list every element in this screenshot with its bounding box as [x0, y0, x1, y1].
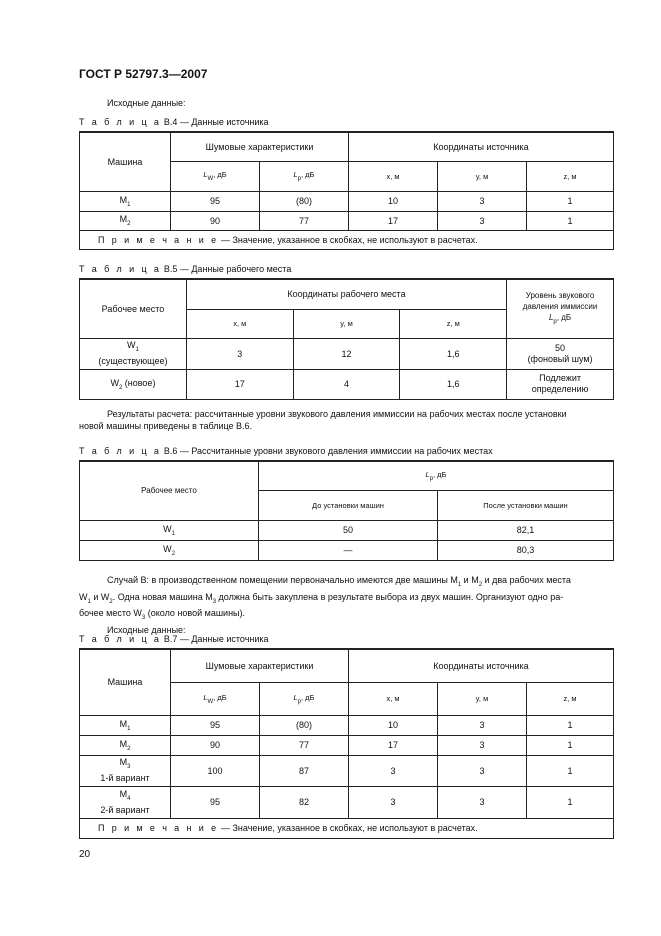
header-machine: Машина: [80, 649, 171, 715]
cell-lp: (80): [260, 191, 349, 211]
cell-after: 80,3: [438, 540, 614, 560]
cell-lw: 95: [171, 786, 260, 818]
cell-place: $W_2$ (новое): [80, 369, 187, 399]
header-lw: $L_W$, дБ: [171, 682, 260, 715]
header-coords: Координаты рабочего места: [186, 279, 506, 309]
case-b-paragraph: Случай В: в производственном помещении первоначально имеются две машины $M_1$ и $M_2$ и два рабочих места $W_1$ и $W_2$. Одна новая машина $M_3$ должна быть закуплена в результате выбора из двух машин. Организуют одно ра- бочее место $W_3$ (около новой машины). Исходные данные:: [79, 575, 571, 635]
cell-lw: 95: [171, 715, 260, 735]
table-note: П р и м е ч а н и е — Значение, указанное в скобках, не используют в расчетах.: [80, 818, 614, 838]
cell-machine: $M_2$: [80, 735, 171, 755]
cell-machine: $M_3$ 1-й вариант: [80, 755, 171, 786]
table-row: [80, 338, 614, 369]
caption-text: В.6 — Рассчитанные уровни звукового давления иммиссии на рабочих местах: [163, 446, 493, 456]
cell-machine: $M_1$: [80, 715, 171, 735]
table-row: [80, 211, 614, 230]
table-row: [80, 735, 614, 755]
intro-text: Исходные данные:: [107, 98, 186, 108]
header-machine: Машина: [80, 132, 171, 191]
header-x: x, м: [186, 309, 293, 338]
header-coords: Координаты источника: [349, 649, 614, 682]
document-header: ГОСТ Р 52797.3—2007: [79, 67, 208, 81]
caption-prefix: Т а б л и ц а: [79, 264, 162, 274]
cell-lp: 87: [260, 755, 349, 786]
cell-lp: (80): [260, 715, 349, 735]
header-y: y, м: [438, 161, 527, 191]
header-lp: $L_p$, дБ: [260, 682, 349, 715]
cell-lp: 82: [260, 786, 349, 818]
cell-y: 3: [438, 735, 527, 755]
cell-machine: $M_1$: [80, 191, 171, 211]
table-row: [80, 191, 614, 211]
table-b5: [79, 278, 614, 400]
cell-x: 17: [349, 211, 438, 230]
table-b5-caption: [79, 264, 291, 274]
cell-z: 1: [527, 735, 614, 755]
caption-text: В.4 — Данные источника: [163, 117, 269, 127]
cell-x: 17: [186, 369, 293, 399]
caption-prefix: Т а б л и ц а: [79, 117, 162, 127]
header-z: z, м: [400, 309, 507, 338]
cell-y: 3: [438, 755, 527, 786]
table-row: [80, 786, 614, 818]
cell-z: 1: [527, 191, 614, 211]
cell-y: 4: [293, 369, 400, 399]
cell-z: 1,6: [400, 369, 507, 399]
cell-z: 1,6: [400, 338, 507, 369]
cell-x: 17: [349, 735, 438, 755]
table-b6: [79, 460, 614, 561]
caption-prefix: Т а б л и ц а: [79, 634, 162, 644]
cell-y: 3: [438, 715, 527, 735]
cell-x: 10: [349, 191, 438, 211]
table-note: П р и м е ч а н и е — Значение, указанное в скобках, не используют в расчетах.: [80, 230, 614, 249]
cell-x: 3: [349, 755, 438, 786]
page-number: 20: [79, 849, 91, 860]
header-noise: Шумовые характеристики: [171, 649, 349, 682]
cell-y: 12: [293, 338, 400, 369]
header-lp: $L_p$, дБ: [259, 461, 614, 490]
table-b4-caption: [79, 117, 269, 127]
cell-level: 50 (фоновый шум): [507, 338, 614, 369]
table-row: [80, 369, 614, 399]
cell-z: 1: [527, 755, 614, 786]
caption-text: В.5 — Данные рабочего места: [163, 264, 292, 274]
table-row: [80, 755, 614, 786]
caption-prefix: Т а б л и ц а: [79, 446, 162, 456]
cell-place: $W_1$ (существующее): [80, 338, 187, 369]
header-z: z, м: [527, 161, 614, 191]
cell-y: 3: [438, 211, 527, 230]
cell-machine: $M_2$: [80, 211, 171, 230]
cell-z: 1: [527, 786, 614, 818]
table-row: [80, 715, 614, 735]
header-place: Рабочее место: [80, 461, 259, 520]
cell-x: 3: [186, 338, 293, 369]
table-row: [80, 540, 614, 560]
table-b6-caption: [79, 446, 493, 456]
cell-before: 50: [259, 520, 438, 540]
cell-after: 82,1: [438, 520, 614, 540]
header-after: После установки машин: [438, 490, 614, 520]
cell-level: Подлежит определению: [507, 369, 614, 399]
header-coords: Координаты источника: [349, 132, 614, 161]
header-lw: $L_W$, дБ: [171, 161, 260, 191]
header-y: y, м: [438, 682, 527, 715]
cell-place: $W_1$: [80, 520, 259, 540]
cell-x: 10: [349, 715, 438, 735]
cell-place: $W_2$: [80, 540, 259, 560]
caption-text: В.7 — Данные источника: [163, 634, 269, 644]
cell-lw: 90: [171, 211, 260, 230]
cell-z: 1: [527, 715, 614, 735]
header-x: x, м: [349, 161, 438, 191]
table-b4: [79, 131, 614, 250]
header-noise: Шумовые характеристики: [171, 132, 349, 161]
cell-lw: 95: [171, 191, 260, 211]
header-x: x, м: [349, 682, 438, 715]
cell-y: 3: [438, 191, 527, 211]
cell-machine: $M_4$ 2-й вариант: [80, 786, 171, 818]
table-b7: [79, 648, 614, 839]
cell-x: 3: [349, 786, 438, 818]
cell-z: 1: [527, 211, 614, 230]
header-before: До установки машин: [259, 490, 438, 520]
cell-lw: 100: [171, 755, 260, 786]
table-row: [80, 520, 614, 540]
cell-lw: 90: [171, 735, 260, 755]
cell-lp: 77: [260, 735, 349, 755]
cell-lp: 77: [260, 211, 349, 230]
header-y: y, м: [293, 309, 400, 338]
header-place: Рабочее место: [80, 279, 187, 338]
header-z: z, м: [527, 682, 614, 715]
table-b7-caption: [79, 634, 269, 644]
cell-before: —: [259, 540, 438, 560]
cell-y: 3: [438, 786, 527, 818]
header-lp: $L_p$, дБ: [260, 161, 349, 191]
result-paragraph: Результаты расчета: рассчитанные уровни звукового давления иммиссии на рабочих местах после установки новой машины приведены в таблице В.6.: [79, 409, 567, 431]
header-level: Уровень звукового давления иммиссии $L_p$, дБ: [507, 279, 614, 338]
